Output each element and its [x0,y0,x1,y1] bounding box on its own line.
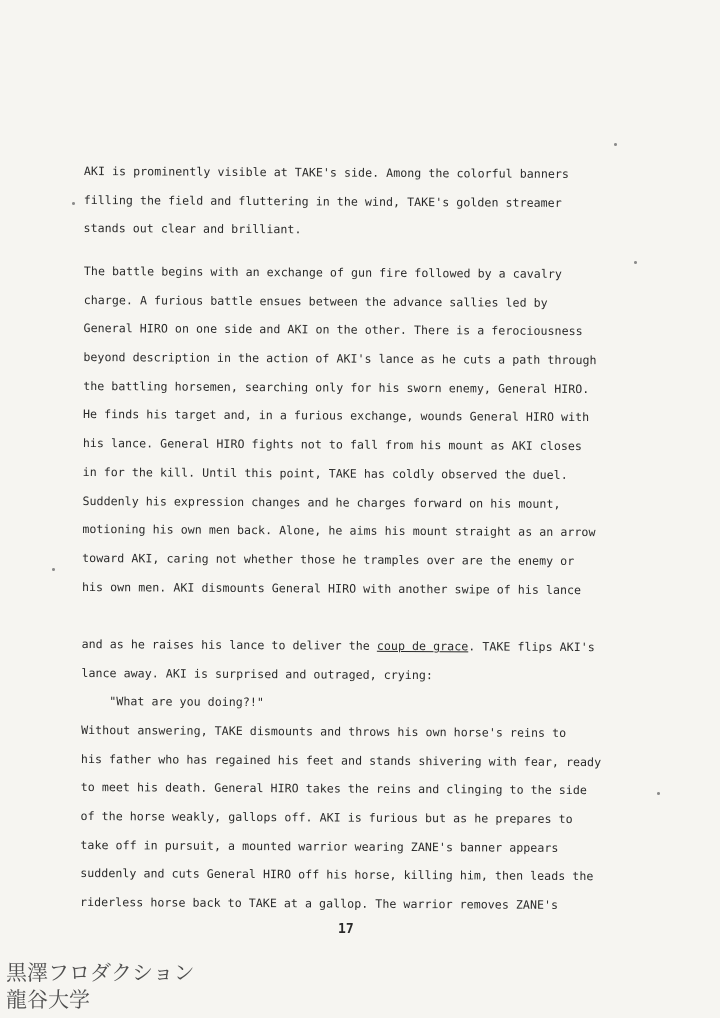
paper-speck [72,202,75,205]
text-line: General HIRO on one side and AKI on the other. There is a ferociousness [83,321,583,339]
paragraph-2 [80,257,634,920]
paragraph-1 [83,157,634,246]
text-line: He finds his target and, in a furious exchange, wounds General HIRO with [82,407,590,425]
text-line [82,601,632,633]
text-line: toward AKI, caring not whether those he tramples over are the enemy or [82,550,575,568]
text-line: charge. A furious battle ensues between the advance sallies led by [83,292,548,310]
text-line: of the horse weakly, gallops off. AKI is furious but as he prepares to [80,809,573,827]
text-line: filling the field and fluttering in the wind, TAKE's golden streamer [83,192,562,210]
text-line: suddenly and cuts General HIRO off his horse, killing him, then leads the [80,866,594,884]
underlined-term: coup de grace [376,638,469,654]
text-line: his father who has regained his feet and stands shivering with fear, ready [80,751,602,769]
text-line: lance away. AKI is surprised and outraged, crying: [81,665,434,682]
text-line: his own men. AKI dismounts General HIRO with another swipe of his lance [81,579,582,597]
text-line: AKI is prominently visible at TAKE's side. Among the colorful banners [83,163,570,181]
text-line: stands out clear and brilliant. [83,221,302,237]
text-line: the battling horsemen, searching only for his sworn enemy, General HIRO. [83,378,590,396]
text-line: riderless horse back to TAKE at a gallop. The warrior removes ZANE's [80,895,559,913]
paper-speck [52,568,55,571]
watermark-line-1: 黒澤フロダクション [6,961,195,985]
text-line: beyond description in the action of AKI's lance as he cuts a path through [83,350,597,368]
text-segment: and as he raises his lance to deliver the [81,636,377,653]
text-line: The battle begins with an exchange of gun fire followed by a cavalry [83,263,562,281]
text-line: take off in pursuit, a mounted warrior wearing ZANE's banner appears [80,837,559,855]
paper-speck [614,143,617,146]
paper-speck [634,261,637,264]
text-segment: . TAKE flips AKI's [468,639,595,655]
watermark-line-2: 龍谷大学 [6,988,90,1012]
text-line: Suddenly his expression changes and he charges forward on his mount, [82,493,561,511]
text-line-with-term [82,630,632,662]
text-line: his lance. General HIRO fights not to fall from his mount as AKI closes [82,436,583,454]
page-number: 17 [338,922,354,937]
text-line: in for the kill. Until this point, TAKE has coldly observed the duel. [82,464,568,482]
text-line: motioning his own men back. Alone, he aims his mount straight as an arrow [82,522,596,540]
paper-speck [657,792,660,795]
dialogue-line: "What are you doing?!" [109,694,264,710]
text-line: to meet his death. General HIRO takes the reins and clinging to the side [80,780,587,798]
text-line: Without answering, TAKE dismounts and throws his own horse's reins to [81,722,567,740]
institution-watermark [6,960,195,1014]
